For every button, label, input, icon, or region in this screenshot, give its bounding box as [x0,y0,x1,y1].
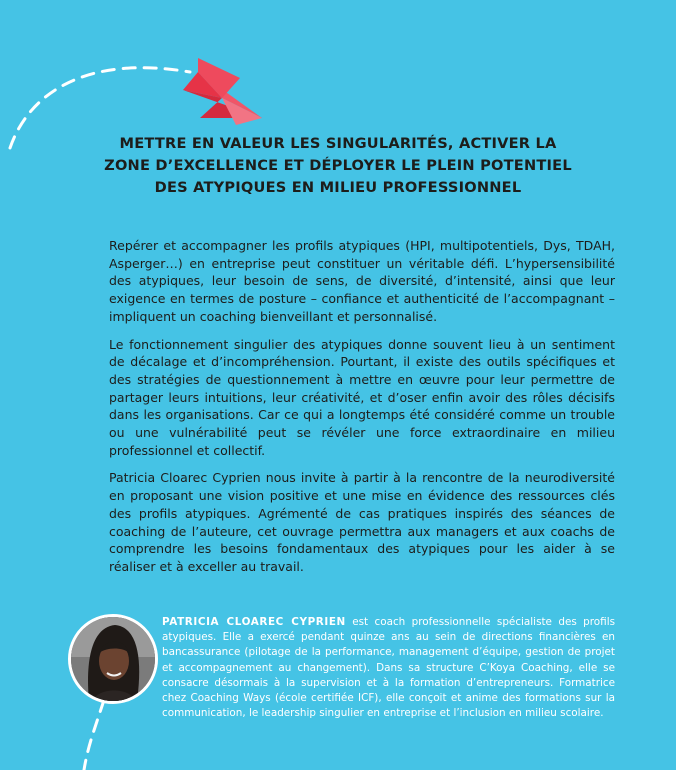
dashed-flight-path-bottom [84,700,104,770]
book-title [0,133,676,199]
title-line-3: DES ATYPIQUES EN MILIEU PROFESSIONNEL [154,179,522,196]
author-bio [162,615,615,721]
author-bio-text: est coach professionnelle spécialiste des profils atypiques. Elle a exercé pendant quinze ans au sein de directions financières en bancassurance (pilotage de la performance, management d’équipe, gestion de projet et accompagnement au changement). Dans sa structure C’Koya Coaching, elle se consacre désormais à la supervision et à la formation d’entrepreneurs. Formatrice chez Coaching Ways (école certifiée ICF), elle conçoit et anime des formations sur la communication, le leadership singulier en entreprise et l’inclusion en milieu scolaire. [162,616,615,720]
paper-plane-icon [183,58,262,125]
author-name: PATRICIA CLOAREC CYPRIEN [162,616,346,628]
author-portrait-icon [71,617,155,701]
description-paragraph-3: Patricia Cloarec Cyprien nous invite à partir à la rencontre de la neurodiversité en proposant une vision positive et une mise en évidence des ressources clés des profils atypiques. Agrémenté de cas pratiques inspirés des séances de coaching de l’auteure, cet ouvrage permettra aux managers et aux coachs de comprendre les besoins fondamentaux des atypiques pour les aider à se réaliser et à exceller au travail. [109,470,615,574]
title-line-2: ZONE D’EXCELLENCE ET DÉPLOYER LE PLEIN POTENTIEL [104,157,572,174]
title-line-1: METTRE EN VALEUR LES SINGULARITÉS, ACTIVER LA [119,135,557,152]
description-paragraph-2: Le fonctionnement singulier des atypiques donne souvent lieu à un sentiment de décalage et d’incompréhension. Pourtant, il existe des outils spécifiques et des stratégies de questionnement à mettre en œuvre pour leur permettre de partager leurs intuitions, leur créativité, et d’oser enfin avoir des rôles décisifs dans les organisations. Car ce qui a longtemps été considéré comme un trouble ou une vulnérabilité peut se révéler une force extraordinaire en milieu professionnel et collectif. [109,336,615,458]
description-paragraph-1: Repérer et accompagner les profils atypiques (HPI, multipotentiels, Dys, TDAH, Asperger…) en entreprise peut constituer un véritable défi. L’hypersensibilité des atypiques, leur besoin de sens, de diversité, d’intensité, ainsi que leur exigence en termes de posture – confiance et authenticité de l’accompagnant – impliquent un coaching bienveillant et personnalisé. [109,238,615,324]
author-photo [68,614,158,704]
book-description [109,237,615,586]
